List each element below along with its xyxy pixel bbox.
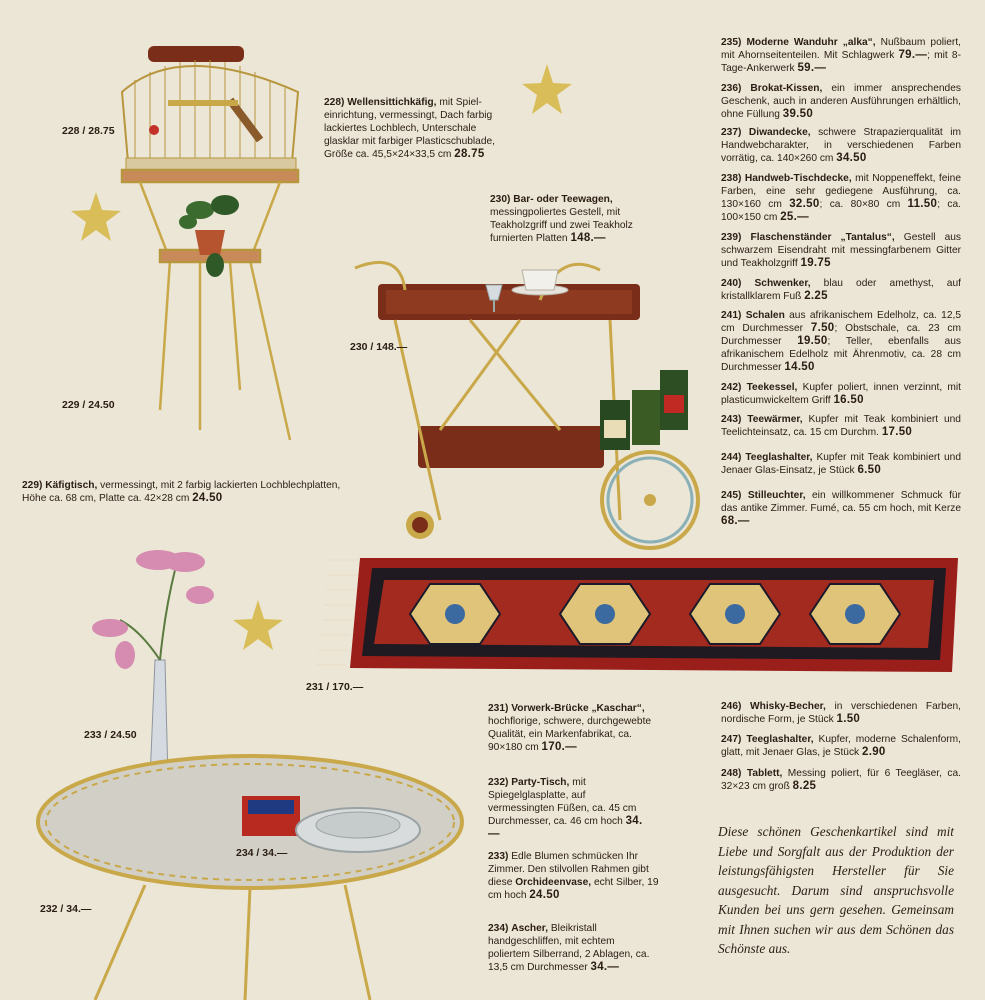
item-241: 241) Schalen aus afrikanischem Edelholz, ca. 12,5 cm Durchmesser 7.50; Obstschale, ca. 23 cm Durchmesser 19.50; Teller, ebenfalls aus afrikanischem Edelholz mit Ährenmotiv, ca. 28 cm Durchmesser 14.50 [721, 310, 961, 373]
label-228: 228 / 28.75 [62, 125, 115, 137]
party-table-illustration [38, 756, 462, 1000]
item-232: 232) Party-Tisch, mit Spiegelglasplatte, auf vermessingten Füßen, ca. 45 cm Durchmesser, ca. 46 cm hoch 34.— [488, 777, 643, 840]
item-234: 234) Ascher, Bleikristall handgeschliffen, mit echtem poliertem Silberrand, 2 Ablagen, ca. 13,5 cm Durchmesser 34.— [488, 923, 650, 973]
item-240: 240) Schwenker, blau oder amethyst, auf kristallklarem Fuß 2.25 [721, 278, 961, 302]
item-229: 229) Käfigtisch, vermessingt, mit 2 farbig lackierten Lochblechplatten, Höhe ca. 68 cm, Platte ca. 42×28 cm 24.50 [22, 480, 341, 504]
label-229: 229 / 24.50 [62, 399, 115, 411]
item-230: 230) Bar- oder Teewagen, messingpoliertes Gestell, mit Teakholzgriff und zwei Teakholz furnierten Platten 148.— [490, 194, 633, 244]
star-icon [71, 192, 121, 241]
rug-illustration [316, 558, 958, 672]
item-237: 237) Diwandecke, schwere Strapazierqualität im Handwebcharakter, in verschiedenen Farben vorrätig, ca. 140×260 cm 34.50 [721, 127, 961, 164]
label-231: 231 / 170.— [306, 681, 364, 693]
item-243: 243) Teewärmer, Kupfer mit Teak kombiniert und Teelichteinsatz, ca. 15 cm Durchm. 17.50 [721, 414, 961, 438]
matchbox-illustration [242, 796, 300, 836]
item-242: 242) Teekessel, Kupfer poliert, innen verzinnt, mit plasticumwickeltem Griff 16.50 [721, 382, 961, 406]
ashtray-illustration [296, 808, 420, 852]
item-236: 236) Brokat-Kissen, ein immer ansprechendes Geschenk, auch in anderen Ausführungen erhältlich, ohne Füllung 39.50 [721, 83, 961, 120]
item-235: 235) Moderne Wanduhr „alka“, Nußbaum poliert, mit Ahornseitenteilen. Mit Schlagwerk 79.—; mit 8-Tage-Ankerwerk 59.— [721, 37, 961, 74]
item-231: 231) Vorwerk-Brücke „Kaschar“, hochflorige, schwere, durchgewebte Qualität, ein Markenfabrikat, ca. 90×180 cm 170.— [488, 703, 652, 753]
item-238: 238) Handweb-Tischdecke, mit Noppeneffekt, feine Farben, eine sehr gediegene Ausführung, ca. 130×160 cm 32.50; ca. 80×80 cm 11.50; ca. 100×150 cm 25.— [721, 173, 961, 223]
item-239: 239) Flaschenständer „Tantalus“, Gestell aus schwarzem Eisendraht mit messingfarbenem Gitter und Teakholzgriff 19.75 [721, 232, 961, 269]
item-245: 245) Stilleuchter, ein willkommener Schmuck für das antike Zimmer. Fumé, ca. 55 cm hoch, mit Kerze 68.— [721, 490, 961, 527]
item-246: 246) Whisky-Becher, in verschiedenen Farben, nordische Form, je Stück 1.50 [721, 701, 961, 725]
birdcage-illustration [122, 46, 298, 178]
label-232: 232 / 34.— [40, 903, 92, 915]
item-244: 244) Teeglashalter, Kupfer mit Teak kombiniert und Jenaer Glas-Einsatz, je Stück 6.50 [721, 452, 961, 476]
item-247: 247) Teeglashalter, Kupfer, moderne Schalenform, glatt, mit Jenaer Glas, je Stück 2.90 [721, 734, 961, 758]
star-icon [522, 64, 572, 114]
item-228: 228) Wellensittichkäfig, mit Spiel-einrichtung, vermessingt, Dach farbig lackiertes Lochblech, Unterschale glasklar mit farbiger Plasticschublade, Größe ca. 45,5×24×33,5 cm 28.75 [324, 97, 495, 160]
tea-trolley-illustration [355, 262, 698, 548]
item-233: 233) Edle Blumen schmücken Ihr Zimmer. Den stilvollen Rahmen gibt diese Orchideenvase, echt Silber, 19 cm hoch 24.50 [488, 851, 659, 901]
star-icon [233, 600, 283, 650]
item-248: 248) Tablett, Messing poliert, für 6 Teegläser, ca. 32×23 cm groß 8.25 [721, 768, 961, 792]
closing-statement: Diese schönen Geschenkartikel sind mit Liebe und Sorgfalt aus der Produktion der leistungsfähigsten Hersteller für Sie ausgesucht. Darum sind anspruchsvolle Kunden bei uns gern gesehen. Gemeinsam mit Ihnen suchen wir aus dem Schönen das Schönste aus. [718, 824, 954, 956]
label-233: 233 / 24.50 [84, 729, 137, 741]
label-230: 230 / 148.— [350, 341, 408, 353]
label-234: 234 / 34.— [236, 847, 288, 859]
